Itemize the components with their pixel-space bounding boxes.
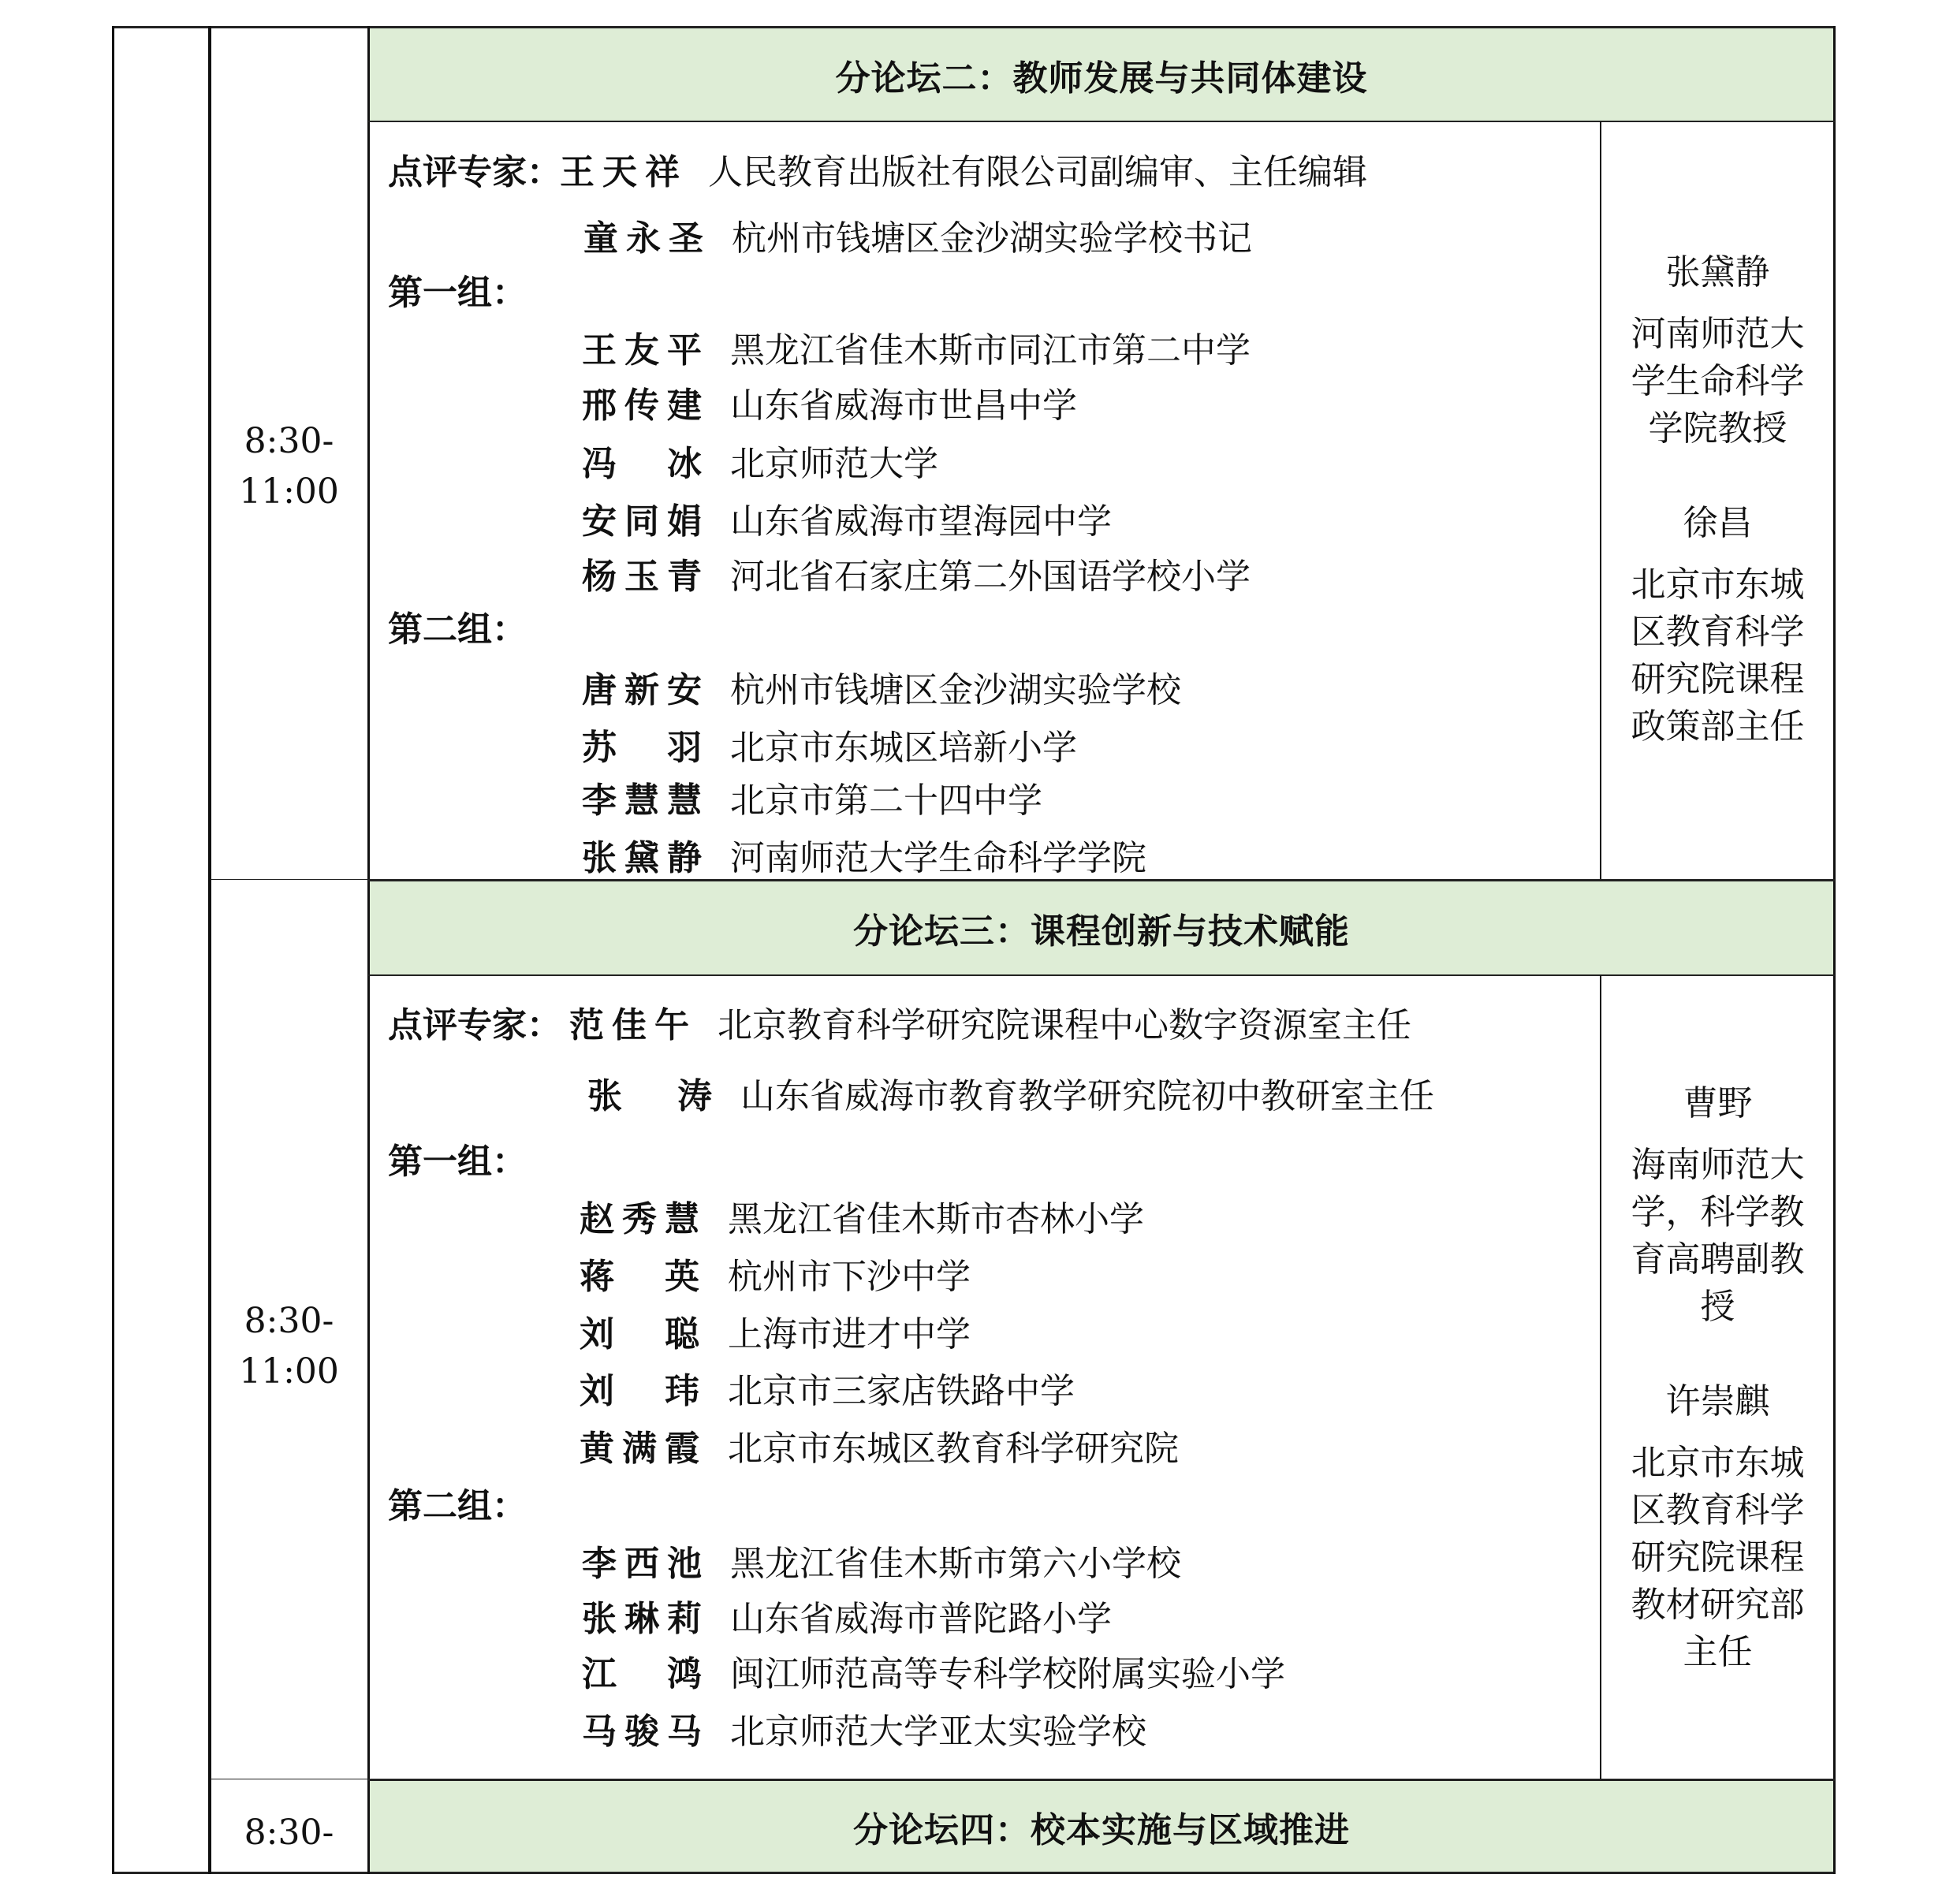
member-affiliation: 北京师范大学 (730, 444, 938, 484)
member-row (582, 1537, 1181, 1584)
reviewer-row (388, 145, 1367, 192)
member-affiliation: 山东省威海市望海园中学 (730, 501, 1112, 542)
member-row (582, 663, 1181, 710)
host-affiliation: 北京市东城区教育科学研究院课程教材研究部主任 (1631, 1443, 1805, 1672)
forum-3-header-divider (368, 974, 1835, 976)
member-affiliation: 北京市三家店铁路中学 (728, 1371, 1075, 1411)
reviewer-affiliation: 北京教育科学研究院课程中心数字资源室主任 (718, 1005, 1411, 1045)
reviewer-affiliation: 人民教育出版社有限公司副编审、主任编辑 (708, 152, 1367, 192)
group-label: 第二组： (388, 609, 527, 650)
host-name: 许崇麒 (1665, 1381, 1770, 1421)
member-name: 蒋 英 (580, 1257, 699, 1297)
member-affiliation: 黑龙江省佳木斯市同江市第二中学 (730, 330, 1251, 371)
forum-2-title: 分论坛二：教师发展与共同体建设 (835, 58, 1368, 99)
member-affiliation: 北京师范大学亚太实验学校 (730, 1712, 1146, 1752)
host-affiliation: 北京市东城区教育科学研究院课程政策部主任 (1631, 564, 1805, 747)
member-affiliation: 山东省威海市普陀路小学 (730, 1599, 1112, 1639)
reviewer-name: 王天祥 (560, 152, 680, 192)
member-name: 唐新安 (582, 670, 702, 710)
forum-divider (211, 879, 368, 880)
member-row (580, 1192, 1144, 1239)
member-row (582, 437, 938, 484)
member-affiliation: 河南师范大学生命科学学院 (730, 838, 1146, 878)
reviewers-label: 点评专家： (388, 1005, 561, 1045)
member-name: 苏 羽 (582, 728, 702, 768)
member-row (582, 1647, 1285, 1694)
member-row (582, 550, 1251, 597)
forum-2-header-divider (368, 121, 1835, 122)
group-label: 第一组： (388, 273, 527, 313)
member-row (582, 1592, 1112, 1639)
forum-3-header (370, 881, 1833, 974)
member-row (582, 323, 1251, 371)
forum-4-title: 分论坛四：校本实施与区域推进 (853, 1809, 1350, 1850)
forum-2-hosts (1601, 249, 1835, 751)
host-name: 曹野 (1683, 1083, 1753, 1123)
table-bottom-border (113, 1872, 1836, 1874)
column-divider-1 (208, 26, 211, 1874)
forum-3-hosts (1601, 1080, 1835, 1676)
member-name: 张黛静 (582, 838, 702, 878)
reviewer-row (388, 998, 1411, 1045)
forum-3-time-start: 8:30- (244, 1301, 334, 1341)
member-name: 马骏马 (582, 1712, 702, 1752)
host-affiliation: 海南师范大学，科学教育高聘副教授 (1631, 1145, 1805, 1327)
member-row (582, 831, 1146, 878)
member-row (580, 1364, 1075, 1411)
reviewer-row (587, 1069, 1434, 1116)
member-row (582, 494, 1112, 542)
member-affiliation: 杭州市下沙中学 (728, 1257, 971, 1297)
reviewer-affiliation: 山东省威海市教育教学研究院初中教研室主任 (740, 1076, 1434, 1116)
group-label: 第一组： (388, 1142, 527, 1182)
forum-2-header (370, 28, 1833, 121)
member-name: 黄满霞 (580, 1429, 699, 1469)
forum-4-time-start: 8:30- (244, 1813, 334, 1853)
host-name: 张黛静 (1665, 252, 1770, 292)
host-name: 徐昌 (1683, 503, 1753, 543)
member-name: 杨玉青 (582, 557, 702, 597)
member-affiliation: 黑龙江省佳木斯市杏林小学 (728, 1199, 1144, 1239)
member-row (582, 773, 1042, 821)
forum-3-time-end: 11:00 (239, 1351, 339, 1392)
forum-4-time (210, 1808, 368, 1858)
member-name: 安同娟 (582, 501, 702, 542)
host-affiliation: 河南师范大学生命科学学院教授 (1631, 314, 1805, 449)
member-affiliation: 黑龙江省佳木斯市第六小学校 (730, 1544, 1181, 1584)
forum-2-time-end: 11:00 (239, 471, 339, 512)
reviewer-row (583, 211, 1252, 259)
member-affiliation: 山东省威海市世昌中学 (730, 386, 1077, 426)
member-affiliation: 北京市东城区培新小学 (730, 728, 1077, 768)
reviewer-name: 张 涛 (587, 1076, 712, 1116)
member-name: 李慧慧 (582, 781, 702, 821)
member-affiliation: 杭州市钱塘区金沙湖实验学校 (730, 670, 1181, 710)
member-name: 李西池 (582, 1544, 702, 1584)
member-row (582, 378, 1077, 426)
member-row (580, 1250, 971, 1297)
member-affiliation: 闽江师范高等专科学校附属实验小学 (730, 1654, 1285, 1694)
member-name: 王友平 (582, 330, 702, 371)
reviewers-label: 点评专家： (388, 152, 561, 192)
member-affiliation: 上海市进才中学 (728, 1314, 971, 1354)
member-row (580, 1421, 1179, 1469)
forum-3-time (210, 1296, 368, 1397)
member-name: 冯 冰 (582, 444, 702, 484)
member-row (582, 1705, 1146, 1752)
member-row (580, 1307, 971, 1354)
member-row (582, 721, 1077, 768)
member-name: 刘 聪 (580, 1314, 699, 1354)
member-name: 邢传建 (582, 386, 702, 426)
reviewer-name: 范佳午 (569, 1005, 689, 1045)
table-left-border (112, 26, 114, 1874)
member-name: 赵秀慧 (580, 1199, 699, 1239)
member-affiliation: 北京市东城区教育科学研究院 (728, 1429, 1179, 1469)
forum-3-title: 分论坛三：课程创新与技术赋能 (853, 911, 1350, 952)
member-affiliation: 北京市第二十四中学 (730, 781, 1042, 821)
reviewer-name: 童永圣 (583, 218, 703, 259)
forum-4-header (370, 1781, 1833, 1872)
member-name: 江 鸿 (582, 1654, 702, 1694)
forum-2-time (210, 416, 368, 517)
forum-2-time-start: 8:30- (244, 421, 334, 461)
reviewer-affiliation: 杭州市钱塘区金沙湖实验学校书记 (732, 218, 1252, 259)
member-affiliation: 河北省石家庄第二外国语学校小学 (730, 557, 1251, 597)
member-name: 张琳莉 (582, 1599, 702, 1639)
member-name: 刘 玮 (580, 1371, 699, 1411)
group-label: 第二组： (388, 1486, 527, 1526)
